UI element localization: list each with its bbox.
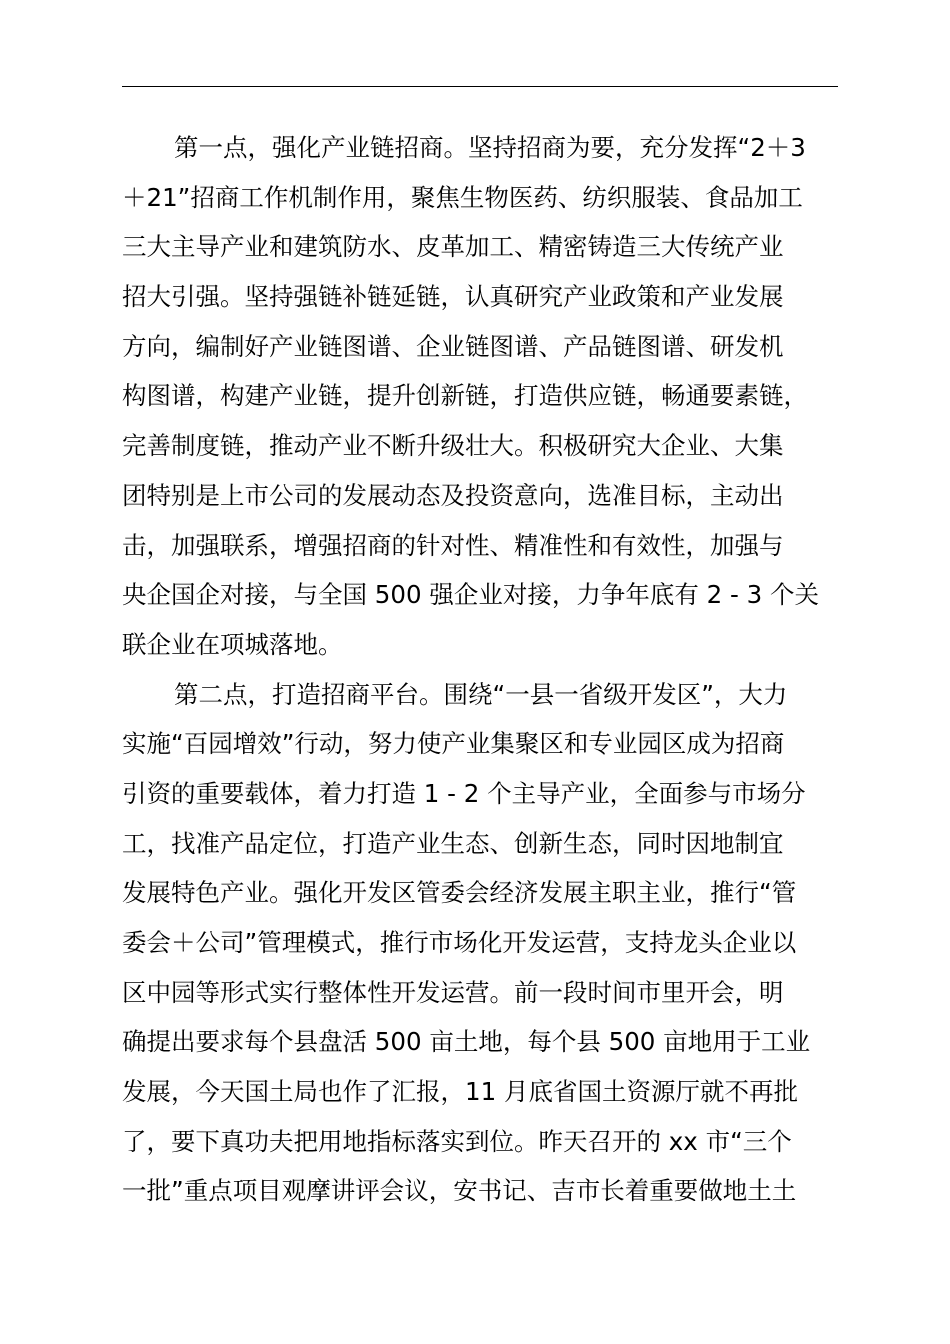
text-line: 团特别是上市公司的发展动态及投资意向，选准目标，主动出	[122, 480, 784, 510]
text-line: 实施“百园增效”行动，努力使产业集聚区和专业园区成为招商	[122, 729, 785, 759]
text-line: 三大主导产业和建筑防水、皮革加工、精密铸造三大传统产业	[122, 232, 784, 262]
text-line: 区中园等形式实行整体性开发运营。前一段时间市里开会，明	[122, 977, 784, 1007]
document-body	[122, 123, 862, 1216]
text-line: 第二点，打造招商平台。围绕“一县一省级开发区”，大力	[174, 679, 788, 709]
paragraph-investment-platform	[122, 670, 862, 1217]
text-line: 委会＋公司”管理模式，推行市场化开发运营，支持龙头企业以	[122, 928, 797, 957]
header-rule	[122, 86, 838, 87]
text-line: 确提出要求每个县盘活 500 亩土地，每个县 500 亩地用于工业	[122, 1027, 811, 1057]
text-line: 了，要下真功夫把用地指标落实到位。昨天召开的 xx 市“三个	[122, 1126, 792, 1156]
text-line: 第一点，强化产业链招商。坚持招商为要，充分发挥“2＋3	[174, 133, 806, 162]
text-line: 工，找准产品定位，打造产业生态、创新生态，同时因地制宜	[122, 828, 784, 858]
text-line: 完善制度链，推动产业不断升级壮大。积极研究大企业、大集	[122, 431, 784, 461]
text-line: 招大引强。坚持强链补链延链，认真研究产业政策和产业发展	[122, 282, 784, 312]
paragraph-industry-chain	[122, 123, 862, 670]
text-line: 央企国企对接，与全国 500 强企业对接，力争年底有 2 - 3 个关	[122, 580, 820, 610]
text-line: 引资的重要载体，着力打造 1 - 2 个主导产业，全面参与市场分	[122, 778, 806, 808]
text-line: 构图谱，构建产业链，提升创新链，打造供应链，畅通要素链，	[122, 381, 808, 411]
text-line: 联企业在项城落地。	[122, 629, 343, 659]
text-line: 发展特色产业。强化开发区管委会经济发展主职主业，推行“管	[122, 878, 797, 908]
text-line: 方向，编制好产业链图谱、企业链图谱、产品链图谱、研发机	[122, 331, 784, 361]
text-line: 一批”重点项目观摩讲评会议，安书记、吉市长着重要做地土土	[122, 1176, 797, 1206]
text-line: 发展，今天国土局也作了汇报，11 月底省国土资源厅就不再批	[122, 1077, 798, 1107]
text-line: 击，加强联系，增强招商的针对性、精准性和有效性，加强与	[122, 530, 784, 560]
text-line: ＋21”招商工作机制作用，聚焦生物医药、纺织服装、食品加工	[122, 182, 803, 212]
